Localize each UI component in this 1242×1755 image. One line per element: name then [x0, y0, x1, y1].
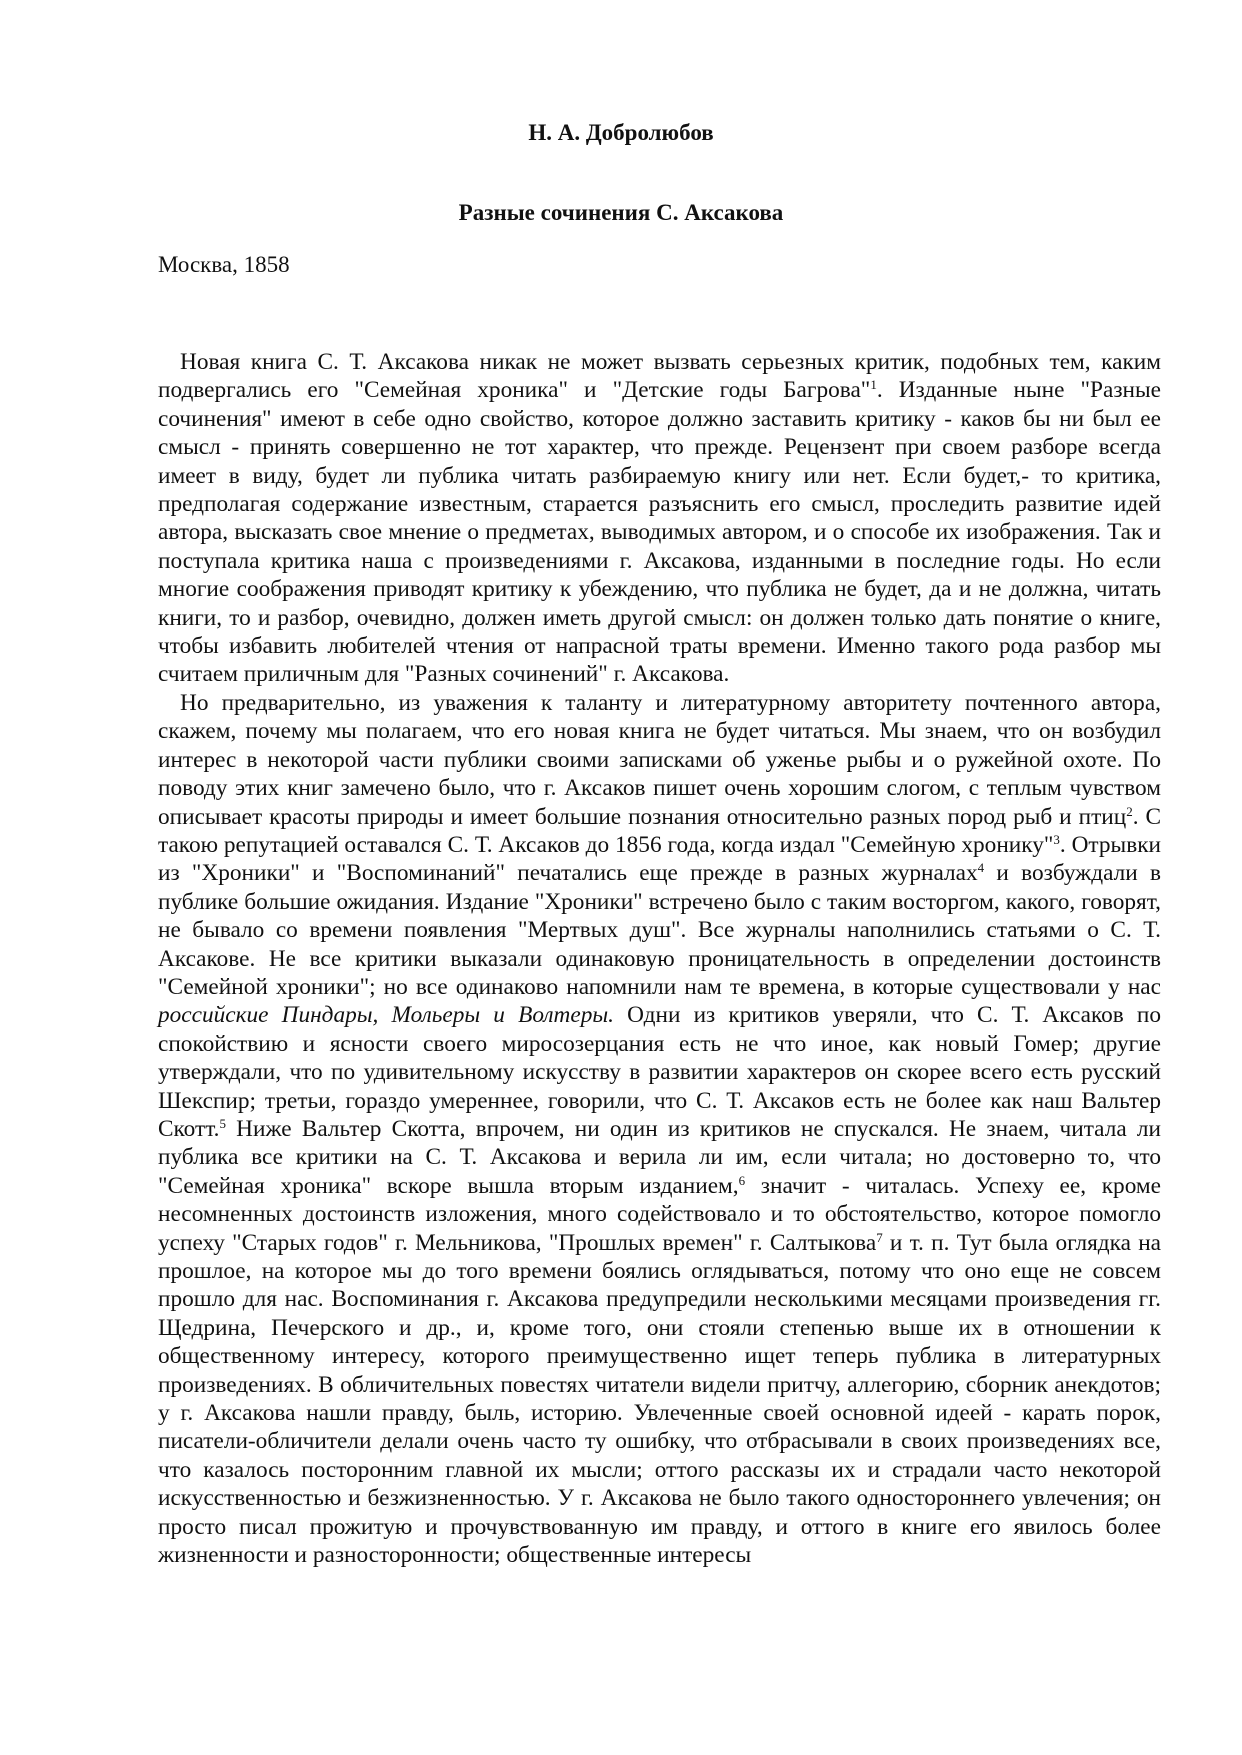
text-segment: Новая книга С. Т. Аксакова никак не может вызвать серьезных критик, подобных тем, каким подвергались его "Семейная хроника" и "Детские годы Багрова" — [158, 349, 1161, 404]
article-title: Разные сочинения С. Аксакова — [458, 200, 784, 225]
text-segment: . Изданные ныне "Разные сочинения" имеют в себе одно свойство, которое должно заставить критику - каков бы ни был ее смысл - принять совершенно не тот характер, что прежде. Рецензент при своем разборе всегда имеет в виду, будет ли публика читать разбираемую книгу или нет. Если будет,- то критика, предполагая содержание известным, старается разъяснить его смысл, проследить развитие идей автора, высказать свое мнение о предметах, выводимых автором, и о способе их изображения. Так и поступала критика наша с произведениями г. Аксакова, изданными в последние годы. Но если многие соображения приводят критику к убеждению, что публика не будет, да и не должна, читать книги, то и разбор, очевидно, должен иметь другой смысл: он должен только дать понятие о книге, чтобы избавить любителей чтения от напрасной траты времени. Именно такого рода разбор мы считаем приличным для "Разных сочинений" г. Аксакова. — [158, 377, 1162, 688]
italic-text: российские Пиндары, Мольеры и Волтеры. — [158, 1002, 614, 1029]
paragraph — [158, 348, 1161, 689]
paragraph — [158, 689, 1161, 1570]
text-segment: Но предварительно, из уважения к таланту и литературному авторитету почтенного автора, скажем, почему мы полагаем, что его новая книга не будет читаться. Мы знаем, что он возбудил интерес в некоторой части публики своими записками об уженье рыбы и о ружейной охоте. По поводу этих книг замечено было, что г. Аксаков пишет очень хорошим слогом, с теплым чувством описывает красоты природы и имеет большие познания относительно разных пород рыб и птиц — [158, 689, 1161, 830]
text-segment: значит - читалась. Успеху ее, кроме несомненных достоинств изложения, много содействовало и то обстоятельство, которое помогло успеху "Старых годов" г. Мельникова, "Прошлых времен" г. Салтыкова — [158, 1172, 1161, 1256]
text-segment: и возбуждали в публике большие ожидания. Издание "Хроники" встречено было с таким восторгом, какого, говорят, не бывало со времени появления "Мертвых душ". Все журналы наполнились статьями о С. Т. Аксакове. Не все критики выказали одинаковую проницательность в определении достоинств "Семейной хроники"; но все одинаково напомнили нам те времена, в которые существовали у нас — [158, 860, 1162, 1000]
footnote-marker: 3 — [1053, 831, 1060, 847]
author-name: Н. А. Добролюбов — [528, 120, 714, 145]
text-segment: . С такою репутацией оставался С. Т. Аксаков до 1856 года, когда издал "Семейную хронику" — [158, 803, 1161, 858]
footnote-marker: 7 — [876, 1229, 883, 1245]
footnote-marker: 4 — [977, 860, 985, 876]
text-segment: . Отрывки из "Хроники" и "Воспоминаний" печатались еще прежде в разных журналах — [158, 831, 1161, 887]
place-date: Москва, 1858 — [158, 252, 290, 277]
footnote-marker: 5 — [219, 1115, 226, 1131]
text-segment: Ниже Вальтер Скотта, впрочем, ни один из критиков не спускался. Не знаем, читала ли публика все критики на С. Т. Аксакова и верила ли им, если читала; но достоверно то, что "Семейная хроника" вскоре вышла вторым изданием, — [158, 1115, 1161, 1199]
article-body — [158, 348, 1161, 1569]
text-segment: Одни из критиков уверяли, что С. Т. Аксаков по спокойствию и ясности своего миросозерцания есть не что иное, как новый Гомер; другие утверждали, что по удивительному искусству в развитии характеров он скорее всего есть русский Шекспир; третьи, гораздо умереннее, говорили, что С. Т. Аксаков есть не более как наш Вальтер Скотт. — [158, 1002, 1161, 1142]
footnote-marker: 1 — [870, 377, 877, 393]
text-segment: и т. п. Тут была оглядка на прошлое, на которое мы до того времени боялись оглядываться, потому что оно еще не совсем прошло для нас. Воспоминания г. Аксакова предупредили несколькими месяцами произведения гг. Щедрина, Печерского и др., и, кроме того, они стояли степенью выше их в отношении к общественному интересу, которого преимущественно ищет теперь публика в литературных произведениях. В обличительных повестях читатели видели притчу, аллегорию, сборник анекдотов; у г. Аксакова нашли правду, быль, историю. Увлеченные своей основной идеей - карать порок, писатели-обличители делали очень часто ту ошибку, что отбрасывали в своих произведениях все, что казалось посторонним главной их мысли; оттого рассказы их и страдали часто некоторой искусственностью и безжизненностью. У г. Аксакова не было такого одностороннего увлечения; он просто писал прожитую и прочувствованную им правду, и оттого в книге его явилось более жизненности и разносторонности; общественные интересы — [158, 1229, 1162, 1569]
footnote-marker: 2 — [1126, 803, 1133, 819]
footnote-marker: 6 — [738, 1172, 746, 1188]
